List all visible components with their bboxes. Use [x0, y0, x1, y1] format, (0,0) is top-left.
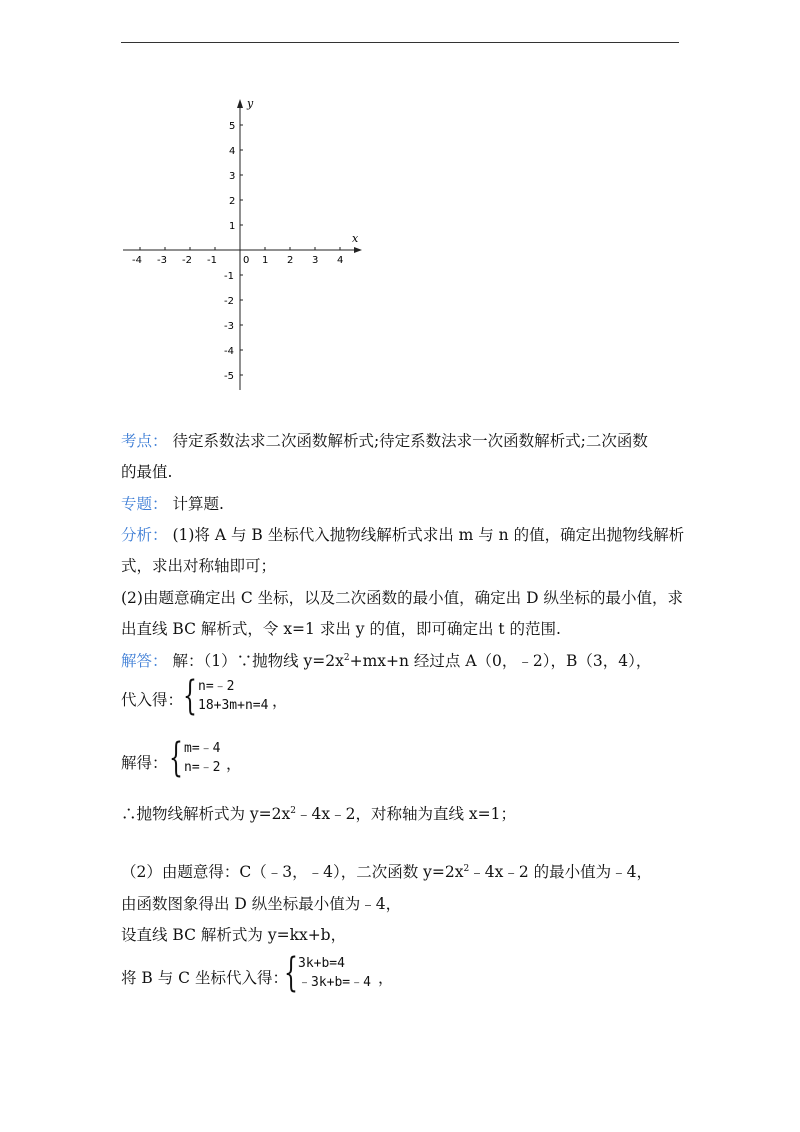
superscript: 2: [343, 652, 350, 663]
part2-b: ﹣4x﹣2 的最小值为﹣4，: [469, 863, 652, 881]
x-tick-label: -3: [157, 255, 167, 266]
result-line: [121, 803, 516, 825]
zhuanti-line: [121, 493, 224, 515]
x-tick-label: 1: [262, 255, 269, 266]
jieda-intro-line: [121, 650, 651, 672]
y-tick-label: 1: [229, 221, 236, 232]
zhuanti-label: 专题：: [121, 495, 168, 513]
sys2-prefix: 解得：: [121, 754, 168, 772]
part2-line-1: [121, 861, 652, 883]
y-tick-label: 4: [229, 146, 236, 157]
sys1-eq1: n=﹣2: [198, 679, 235, 694]
x-tick-label: -2: [182, 255, 192, 266]
sys3-eq2: ﹣3k+b=﹣4: [298, 975, 371, 990]
y-tick-label: -3: [224, 321, 234, 332]
y-tick-label: -1: [224, 271, 234, 282]
kaodian-text-1: 待定系数法求二次函数解析式;待定系数法求一次函数解析式;二次函数: [172, 432, 648, 450]
fenxi-label: 分析：: [121, 526, 168, 544]
sys3-prefix: 将 B 与 C 坐标代入得：: [121, 969, 288, 987]
header-rule: [121, 42, 679, 43]
x-tick-label: 3: [312, 255, 319, 266]
jieda-intro-b: +mx+n 经过点 A（0，﹣2），B（3，4），: [349, 652, 652, 670]
jieda-intro-a: 解：（1）∵抛物线 y=2x: [172, 652, 344, 670]
x-tick-label: -1: [207, 255, 217, 266]
y-axis-label: y: [247, 97, 254, 110]
fenxi-text-1: (1)将 A 与 B 坐标代入抛物线解析式求出 m 与 n 的值，确定出抛物线解析: [172, 526, 685, 544]
kaodian-label: 考点：: [121, 432, 168, 450]
fenxi-line-1: [121, 524, 684, 546]
coordinate-axes: [118, 95, 368, 395]
fenxi-text-3: (2)由题意确定出 C 坐标，以及二次函数的最小值，确定出 D 纵坐标的最小值，求: [121, 589, 683, 607]
sys1-prefix: 代入得：: [121, 691, 184, 709]
fenxi-text-4: 出直线 BC 解析式，令 x=1 求出 y 的值，即可确定出 t 的范围.: [121, 620, 561, 638]
jieda-label: 解答：: [121, 652, 168, 670]
sys2-eq1: m=﹣4: [184, 741, 221, 756]
sys1-brace: {: [183, 673, 197, 719]
sys3-suffix: ，: [378, 969, 394, 987]
part2-line-3: 设直线 BC 解析式为 y=kx+b，: [121, 926, 347, 944]
sys1-suffix: ，: [272, 692, 288, 710]
x-tick-label: 4: [337, 255, 344, 266]
sys2-brace: {: [169, 735, 183, 781]
x-tick-label: 2: [287, 255, 294, 266]
fenxi-text-2: 式，求出对称轴即可；: [121, 557, 277, 575]
result-b: ﹣4x﹣2，对称轴为直线 x=1；: [296, 805, 516, 823]
x-axis-arrow: [354, 247, 362, 253]
x-axis-label: x: [352, 232, 359, 245]
kaodian-line-1: [121, 430, 648, 452]
y-tick-label: -5: [224, 371, 234, 382]
y-tick-label: -2: [224, 296, 234, 307]
y-axis-arrow: [237, 99, 243, 108]
part2-line-2: 由函数图象得出 D 纵坐标最小值为﹣4，: [121, 895, 402, 913]
sys2-suffix: ，: [226, 755, 242, 773]
part2-a: （2）由题意得：C（﹣3，﹣4），二次函数 y=2x: [121, 863, 464, 881]
x-tick-label: 0: [243, 255, 250, 266]
superscript: 2: [290, 805, 297, 816]
y-tick-label: -4: [224, 346, 234, 357]
y-tick-label: 5: [229, 121, 236, 132]
zhuanti-text: 计算题.: [172, 495, 224, 513]
sys1-eq2: 18+3m+n=4: [198, 698, 269, 713]
result-a: ∴抛物线解析式为 y=2x: [121, 805, 291, 823]
x-tick-label: -4: [132, 255, 142, 266]
sys2-eq2: n=﹣2: [184, 760, 221, 775]
y-tick-label: 3: [229, 171, 236, 182]
kaodian-text-2: 的最值.: [121, 463, 173, 481]
sys3-eq1: 3k+b=4: [298, 956, 345, 971]
superscript: 2: [463, 863, 470, 874]
y-tick-label: 2: [229, 196, 236, 207]
sys3-brace: {: [284, 950, 298, 996]
